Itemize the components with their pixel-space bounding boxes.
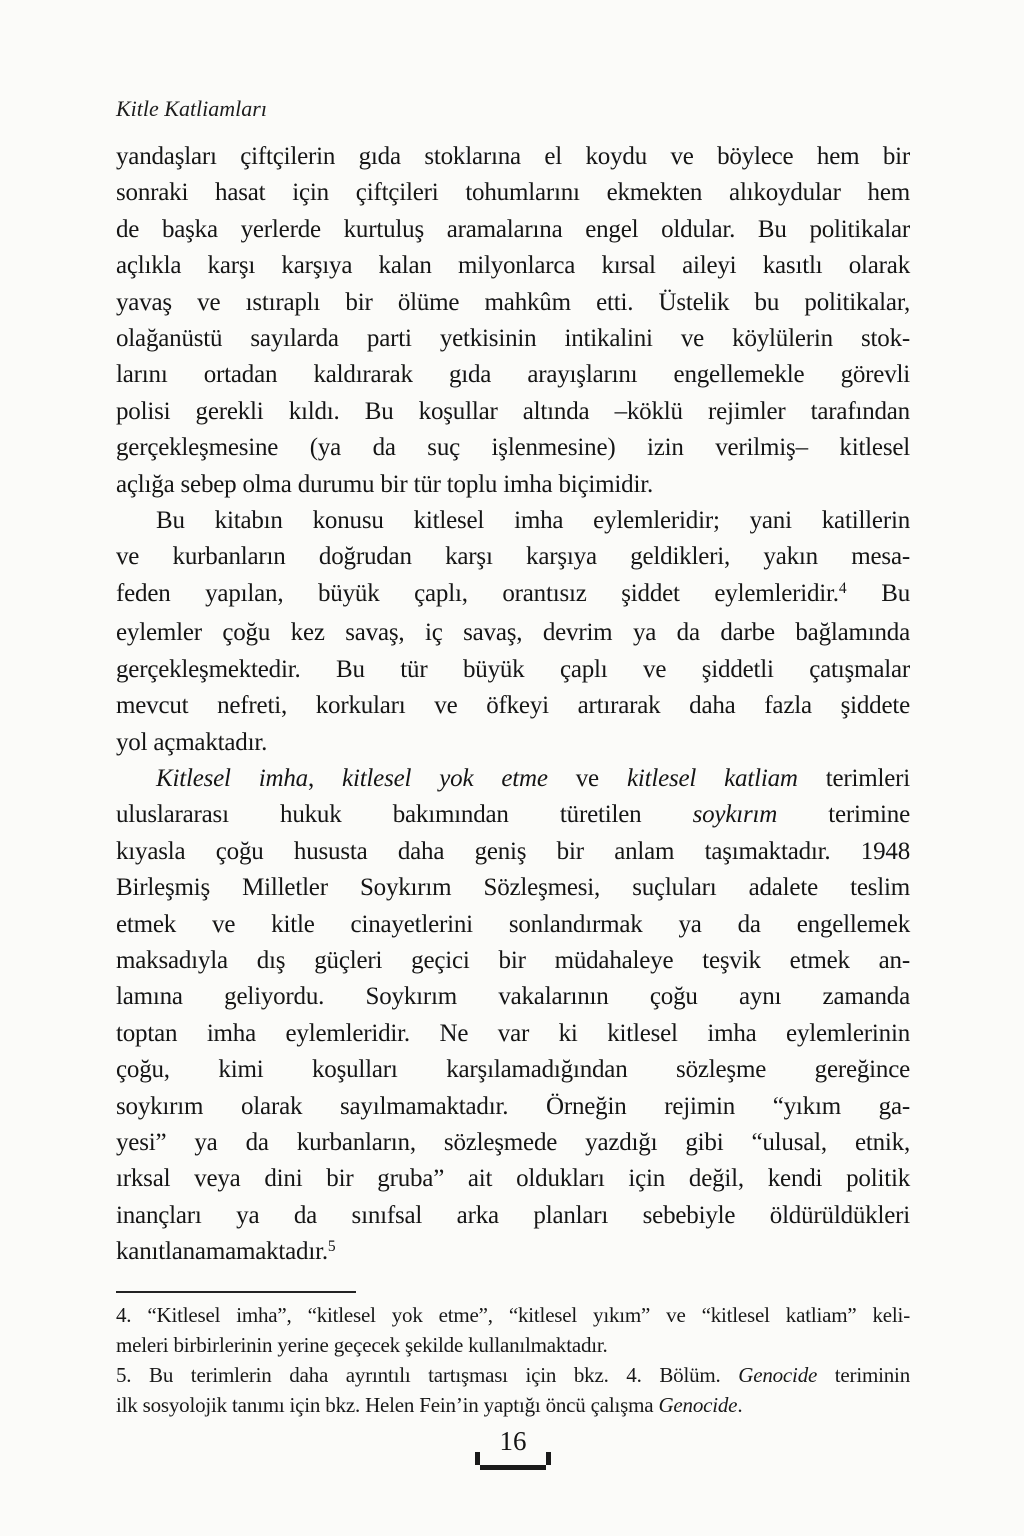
footnote-marker: 5 — [327, 1238, 336, 1256]
body-text-line: de başka yerlerde kurtuluş aramalarına engel oldular. Bu politikalar — [116, 215, 910, 243]
body-text-line: polisi gerekli kıldı. Bu koşullar altında –köklü rejimler tarafından — [116, 397, 910, 425]
body-text-line: Kitlesel imha, kitlesel yok etme ve kitlesel katliam terimleri — [156, 764, 911, 792]
page-number: 16 — [499, 1426, 527, 1457]
body-text-line: feden yapılan, büyük çaplı, orantısız şiddet eylemleridir.$^4$ Bu — [116, 579, 910, 607]
body-text-line: lamına geliyordu. Soykırım vakalarının çoğu aynı zamanda — [116, 983, 910, 1011]
body-text-line: yesi” ya da kurbanların, sözleşmede yazdığı gibi “ulusal, etnik, — [116, 1128, 910, 1156]
page-number-ornament — [480, 1452, 546, 1470]
body-text-line: kanıtlanamamaktadır.$^5$ — [116, 1238, 336, 1266]
body-text-line: etmek ve kitle cinayetlerini sonlandırmak ya da engellemek — [116, 910, 910, 938]
footnote-marker: 4 — [838, 579, 847, 597]
ornament-right-tick — [546, 1452, 551, 1465]
footnotes — [116, 1300, 910, 1421]
body-text-line: inançları ya da sınıfsal arka planları sebebiyle öldürüldükleri — [116, 1201, 910, 1229]
running-head: Kitle Katliamları — [116, 96, 267, 121]
body-text-line: eylemler çoğu kez savaş, iç savaş, devrim ya da darbe bağlamında — [116, 619, 910, 647]
body-text-line: Bu kitabın konusu kitlesel imha eylemleridir; yani katillerin — [156, 507, 910, 535]
body-text-line: gerçekleşmektedir. Bu tür büyük çaplı ve şiddetli çatışmalar — [116, 655, 910, 683]
footnote-line: 5. Bu terimlerin daha ayrıntılı tartışması için bkz. 4. Bölüm. Genocide teriminin — [116, 1363, 910, 1387]
body-text-line: toptan imha eylemleridir. Ne var ki kitlesel imha eylemlerinin — [116, 1019, 910, 1047]
body-text-line: ve kurbanların doğrudan karşı karşıya geldikleri, yakın mesa- — [116, 543, 910, 571]
ornament-left-tick — [475, 1452, 480, 1465]
body-text-line: yavaş ve ıstıraplı bir ölüme mahkûm etti. Üstelik bu politikalar, — [116, 288, 910, 316]
body-text-line: çoğu, kimi koşulları karşılamadığından sözleşme gereğince — [116, 1056, 910, 1084]
body-text-line: larını ortadan kaldırarak gıda arayışlarını engellemekle görevli — [116, 361, 910, 389]
body-text-line: yandaşları çiftçilerin gıda stoklarına el koydu ve böylece hem bir — [116, 143, 910, 170]
body-text-line: soykırım olarak sayılmamaktadır. Örneğin rejimin “yıkım ga- — [116, 1092, 910, 1120]
body-text-line: olağanüstü sayılarda parti yetkisinin intikalini ve köylülerin stok- — [116, 325, 910, 353]
footnote-line: meleri birbirlerinin yerine geçecek şekilde kullanılmaktadır. — [116, 1332, 608, 1357]
body-text-line: gerçekleşmesine (ya da suç işlenmesine) izin verilmiş– kitlesel — [116, 434, 910, 462]
footnote-line: ilk sosyolojik tanımı için bkz. Helen Fein’in yaptığı öncü çalışma Genocide. — [116, 1393, 743, 1418]
body-text-line: sonraki hasat için çiftçileri tohumlarını ekmekten alıkoydular hem — [116, 179, 910, 207]
page-number-block — [116, 1427, 910, 1470]
body-text-line: Birleşmiş Milletler Soykırım Sözleşmesi, suçluları adalete teslim — [116, 874, 910, 902]
body-text — [116, 139, 910, 1274]
body-text-line: ırksal veya dini bir gruba” ait oldukları için değil, kendi politik — [116, 1165, 910, 1193]
body-text-line: açlıkla karşı karşıya kalan milyonlarca kırsal aileyi kasıtlı olarak — [116, 252, 910, 280]
body-text-line: yol açmaktadır. — [116, 728, 268, 756]
footnote-separator — [116, 1291, 356, 1293]
page-content — [116, 96, 910, 1470]
body-text-line: maksadıyla dış güçleri geçici bir müdahaleye teşvik etmek an- — [116, 946, 910, 974]
footnote-line: 4. “Kitlesel imha”, “kitlesel yok etme”, “kitlesel yıkım” ve “kitlesel katliam” keli- — [116, 1302, 910, 1327]
body-text-line: mevcut nefreti, korkuları ve öfkeyi artırarak daha fazla şiddete — [116, 692, 910, 720]
body-text-line: uluslararası hukuk bakımından türetilen soykırım terimine — [116, 801, 910, 829]
body-text-line: kıyasla çoğu hususta daha geniş bir anlam taşımaktadır. 1948 — [116, 837, 910, 865]
body-text-line: açlığa sebep olma durumu bir tür toplu imha biçimidir. — [116, 470, 654, 498]
